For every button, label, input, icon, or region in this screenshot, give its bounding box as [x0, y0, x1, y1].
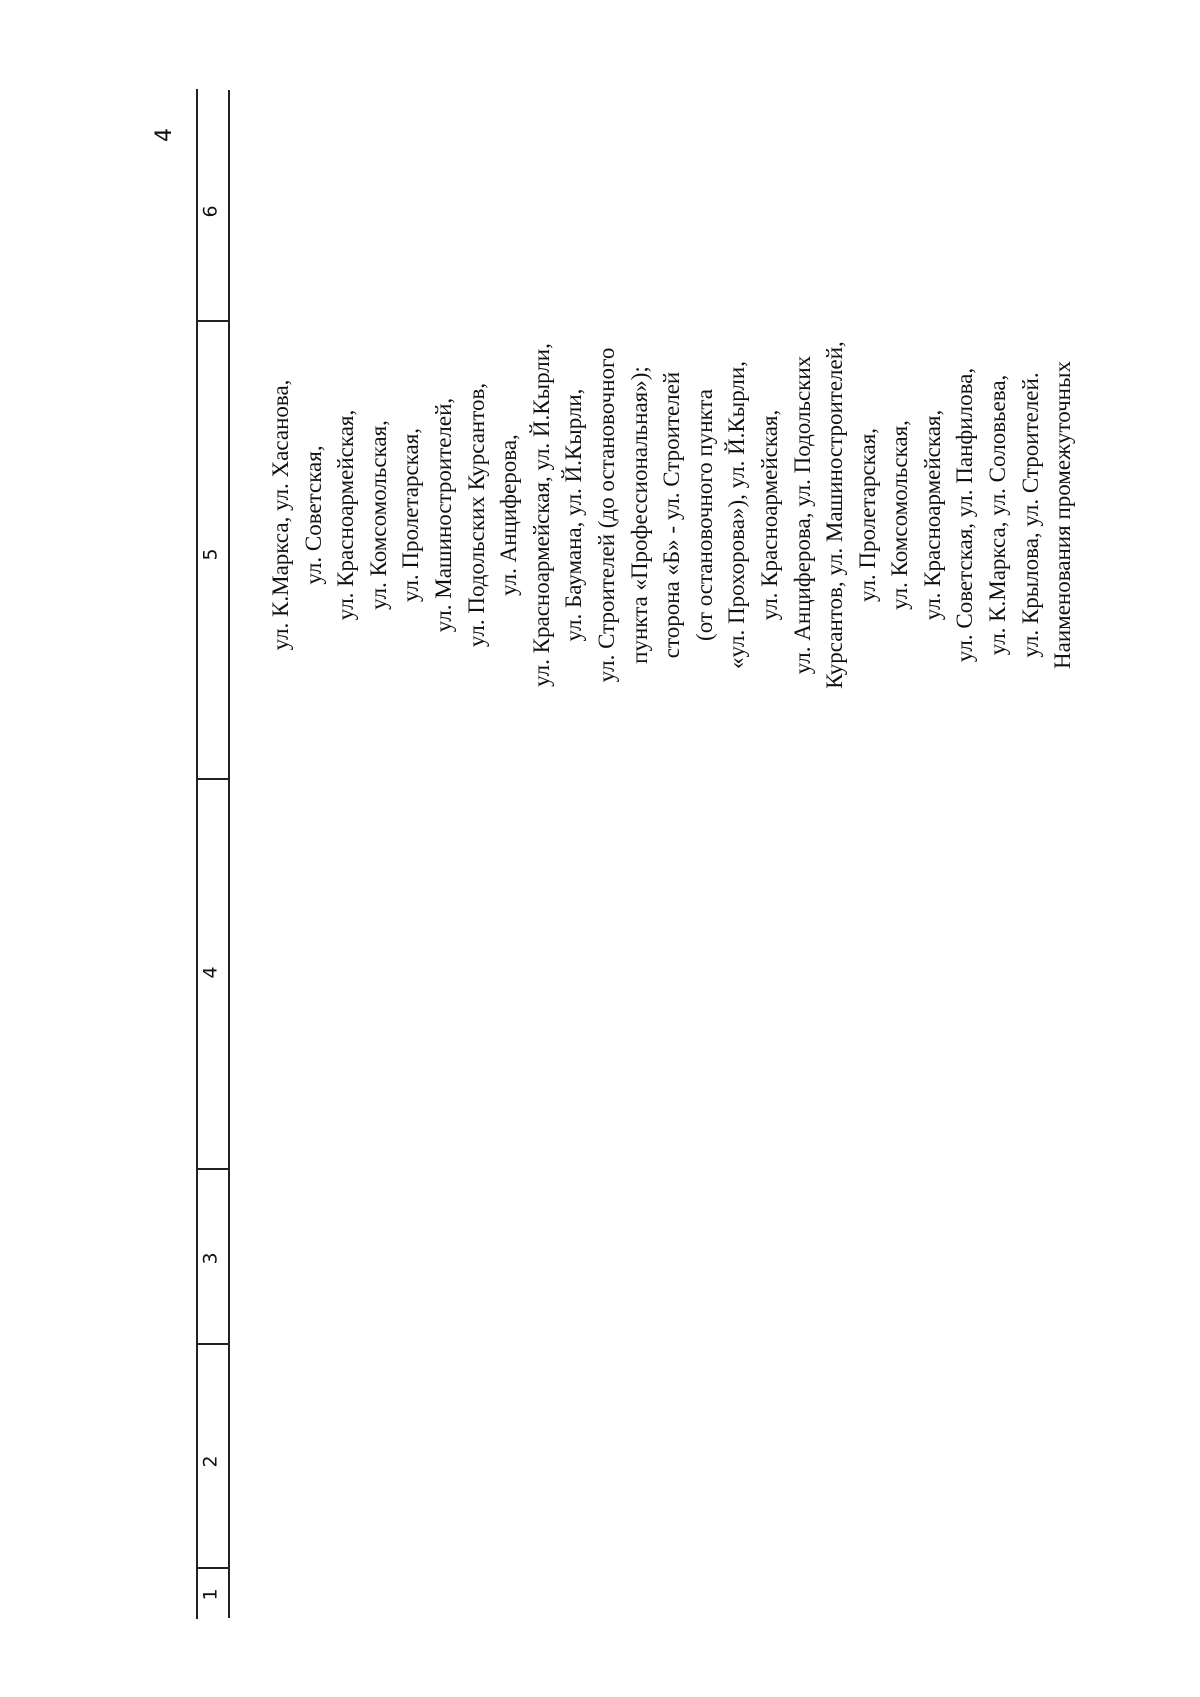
- street-line: ул. Анциферова, ул. Подольских: [789, 355, 815, 675]
- street-line: ул. Пролетарская,: [854, 427, 880, 603]
- column-separator: [197, 1168, 229, 1170]
- street-line: «ул. Прохорова»), ул. Й.Кырли,: [724, 361, 750, 669]
- street-line: ул. Комсомольская,: [887, 420, 913, 610]
- street-line: ул. Машиностроителей,: [430, 397, 456, 633]
- street-line: ул. Пролетарская,: [398, 427, 424, 603]
- column-separator: [197, 1567, 229, 1569]
- street-line: ул. Анциферова,: [496, 434, 522, 596]
- street-line: Курсантов, ул. Машиностроителей,: [822, 341, 848, 689]
- column-separator: [197, 1343, 229, 1345]
- street-line: Наименования промежуточных: [1050, 361, 1076, 669]
- street-line: ул. Красноармейская,: [919, 409, 945, 621]
- column-number-3: 3: [199, 1252, 222, 1265]
- column-number-5: 5: [199, 548, 222, 561]
- street-line: ул. Крылова, ул. Строителей.: [1017, 372, 1043, 658]
- street-line: пункта «Профессиональная»);: [626, 366, 652, 664]
- column-5-cell: [265, 105, 1076, 925]
- page-number: 4: [152, 128, 177, 142]
- column-number-6: 6: [199, 205, 222, 218]
- street-line: (от остановочного пункта: [691, 389, 717, 641]
- street-line: ул. Советская,: [300, 445, 326, 585]
- table-header-rule-left: [196, 89, 198, 1619]
- street-line: ул. Баумана, ул. Й.Кырли,: [561, 388, 587, 642]
- route-street-list: [265, 105, 1080, 925]
- street-line: ул. Красноармейская,: [756, 409, 782, 621]
- street-line: ул. К.Маркса, ул. Соловьева,: [985, 374, 1011, 656]
- street-line: ул. К.Маркса, ул. Хасанова,: [268, 379, 293, 651]
- street-line: ул. Красноармейская,: [333, 409, 359, 621]
- street-line: ул. Строителей (до остановочного: [593, 347, 619, 683]
- column-number-1: 1: [199, 1588, 222, 1601]
- street-line: ул. Подольских Курсантов,: [463, 382, 489, 648]
- column-number-2: 2: [199, 1455, 222, 1468]
- column-separator: [197, 320, 229, 322]
- street-line: ул. Красноармейская, ул. Й.Кырли,: [528, 343, 554, 687]
- column-separator: [197, 778, 229, 780]
- street-line: сторона «Б» - ул. Строителей: [659, 371, 685, 659]
- street-line: ул. Советская, ул. Панфилова,: [952, 367, 978, 663]
- street-line: ул. Комсомольская,: [365, 420, 391, 610]
- column-number-4: 4: [199, 966, 222, 979]
